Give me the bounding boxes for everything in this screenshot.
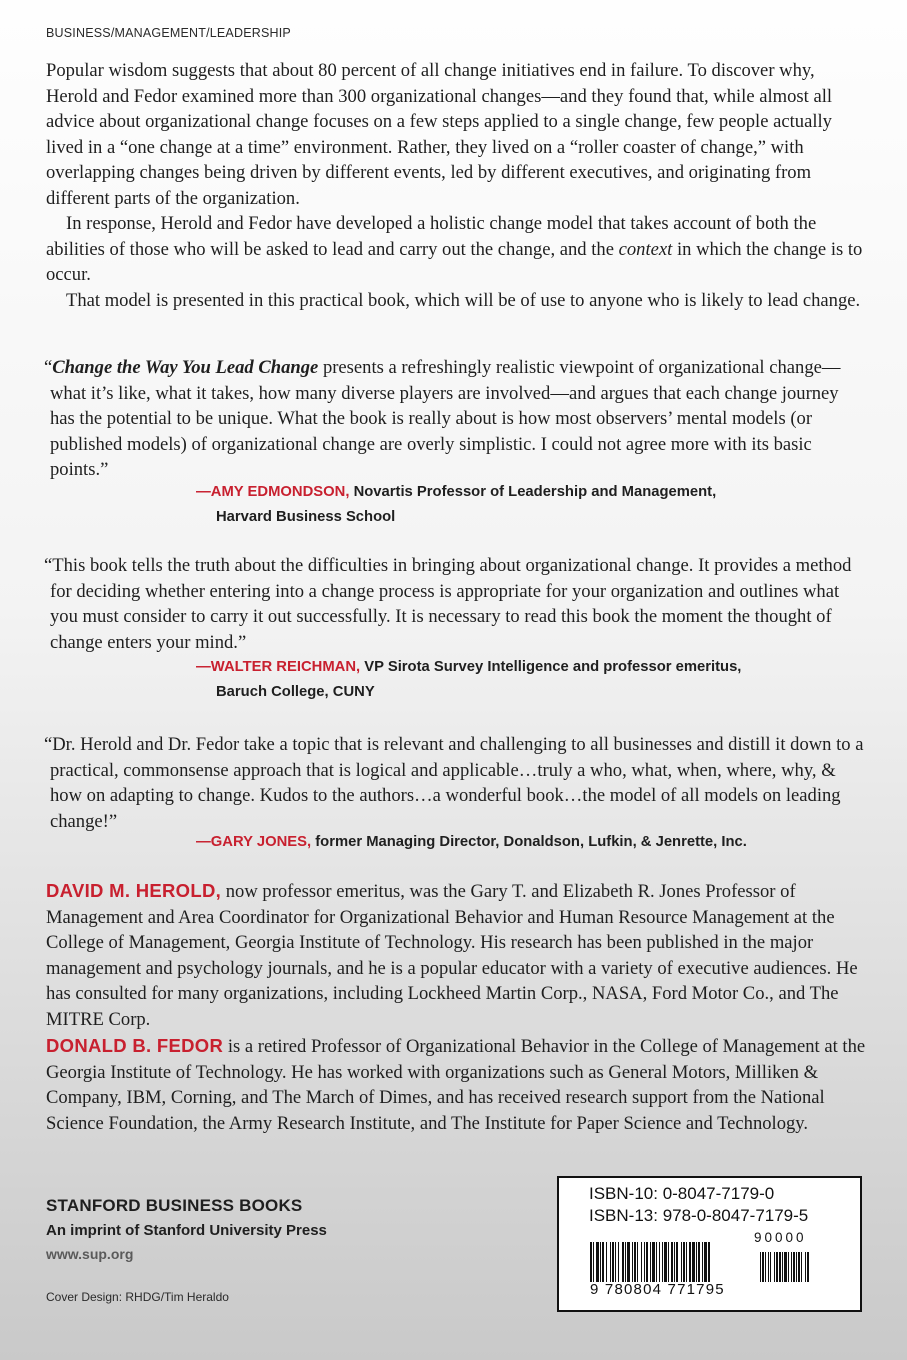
blurb-paragraph-1: Popular wisdom suggests that about 80 percent of all change initiatives end in failure. To discover why, Herold and Fedor examined more than 300 organizational changes—and they found that, while almost all advice about organizational change focuses on a few steps applied to a single change, few people actually lived in a “one change at a time” environment. Rather, they lived on a “roller coaster of change,” with overlapping changes being driven by different events, led by different executives, and originating from different parts of the organization. <box>46 60 833 209</box>
endorser-name: GARY JONES, <box>210 834 312 850</box>
publisher-block <box>46 1196 327 1262</box>
publisher-tagline: An imprint of Stanford University Press <box>46 1222 327 1239</box>
cover-design-credit: Cover Design: RHDG/Tim Heraldo <box>46 1290 229 1304</box>
publisher-imprint: STANFORD BUSINESS BOOKS <box>46 1196 303 1215</box>
endorser-name: AMY EDMONDSON, <box>210 484 350 500</box>
endorsement-quote-1: “Change the Way You Lead Change presents a refreshingly realistic viewpoint of organizational change—what it’s like, what it takes, how many diverse players are involved—and argues that each change journey has the potential to be unique. What the book is really about is how most observers’ mental models (or published models) of organizational change are overly simplistic. I could not agree more with its basic points.” <box>44 357 841 480</box>
endorsement-attribution-2: —WALTER REICHMAN, VP Sirota Survey Intelligence and professor emeritus, Baruch College, CUNY <box>196 659 742 700</box>
isbn-barcode-box <box>557 1176 862 1312</box>
blurb-paragraph-2: In response, Herold and Fedor have developed a holistic change model that takes account of both the abilities of those who will be asked to lead and carry out the change, and the context in which the change is to occur. <box>46 213 863 285</box>
author-bio-herold: DAVID M. HEROLD, now professor emeritus, was the Gary T. and Elizabeth R. Jones Professor of Management and Area Coordinator for Organizational Behavior and Human Resource Management at the College of Management, Georgia Institute of Technology. His research has been published in the major management and psychology journals, and he is a popular educator with a variety of executive audiences. He has consulted for many organizations, including Lockheed Martin Corp., NASA, Ford Motor Co., and The MITRE Corp. <box>46 880 858 1030</box>
context-emphasis: context <box>618 238 673 260</box>
description-blurb <box>46 58 866 313</box>
book-title: Change the Way You Lead Change <box>52 357 319 378</box>
endorsement-quote-3: “Dr. Herold and Dr. Fedor take a topic that is relevant and challenging to all businesses and distill it down to a practical, commonsense approach that is logical and applicable…truly a who, what, when, where, why, & how on adapting to change. Kudos to the authors…a wonderful book…the model of all models on leading change!” <box>44 734 864 832</box>
isbn-13: ISBN-13: 978-0-8047-7179-5 <box>589 1206 809 1225</box>
author-name: DONALD B. FEDOR <box>46 1035 224 1056</box>
endorsement-attribution-3: —GARY JONES, former Managing Director, Donaldson, Lufkin, & Jenrette, Inc. <box>196 834 747 850</box>
price-code: 90000 <box>754 1230 807 1245</box>
endorser-name: WALTER REICHMAN, <box>210 659 361 675</box>
endorsement-quote-2: “This book tells the truth about the difficulties in bringing about organizational change. It provides a method for deciding whether entering into a change process is appropriate for your organization and outlines what you must consider to carry it out successfully. It is necessary to read this book the moment the thought of change enters your mind.” <box>44 555 852 653</box>
author-name: DAVID M. HEROLD, <box>46 880 222 901</box>
isbn-10: ISBN-10: 0-8047-7179-0 <box>589 1184 775 1203</box>
blurb-paragraph-3: That model is presented in this practical book, which will be of use to anyone who is likely to lead change. <box>66 289 861 311</box>
barcode-digits: 9 780804 771795 <box>590 1281 725 1298</box>
category-label: BUSINESS/MANAGEMENT/LEADERSHIP <box>46 26 291 40</box>
barcode-icon <box>590 1242 825 1282</box>
author-bio-fedor: DONALD B. FEDOR is a retired Professor of Organizational Behavior in the College of Management at the Georgia Institute of Technology. He has worked with organizations such as General Motors, Milliken & Company, IBM, Corning, and The March of Dimes, and has received research support from the National Science Foundation, the Army Research Institute, and The Institute for Paper Science and Technology. <box>46 1035 866 1134</box>
endorsement-attribution-1: —AMY EDMONDSON, Novartis Professor of Leadership and Management, Harvard Business School <box>196 484 717 525</box>
publisher-url: www.sup.org <box>46 1246 134 1262</box>
